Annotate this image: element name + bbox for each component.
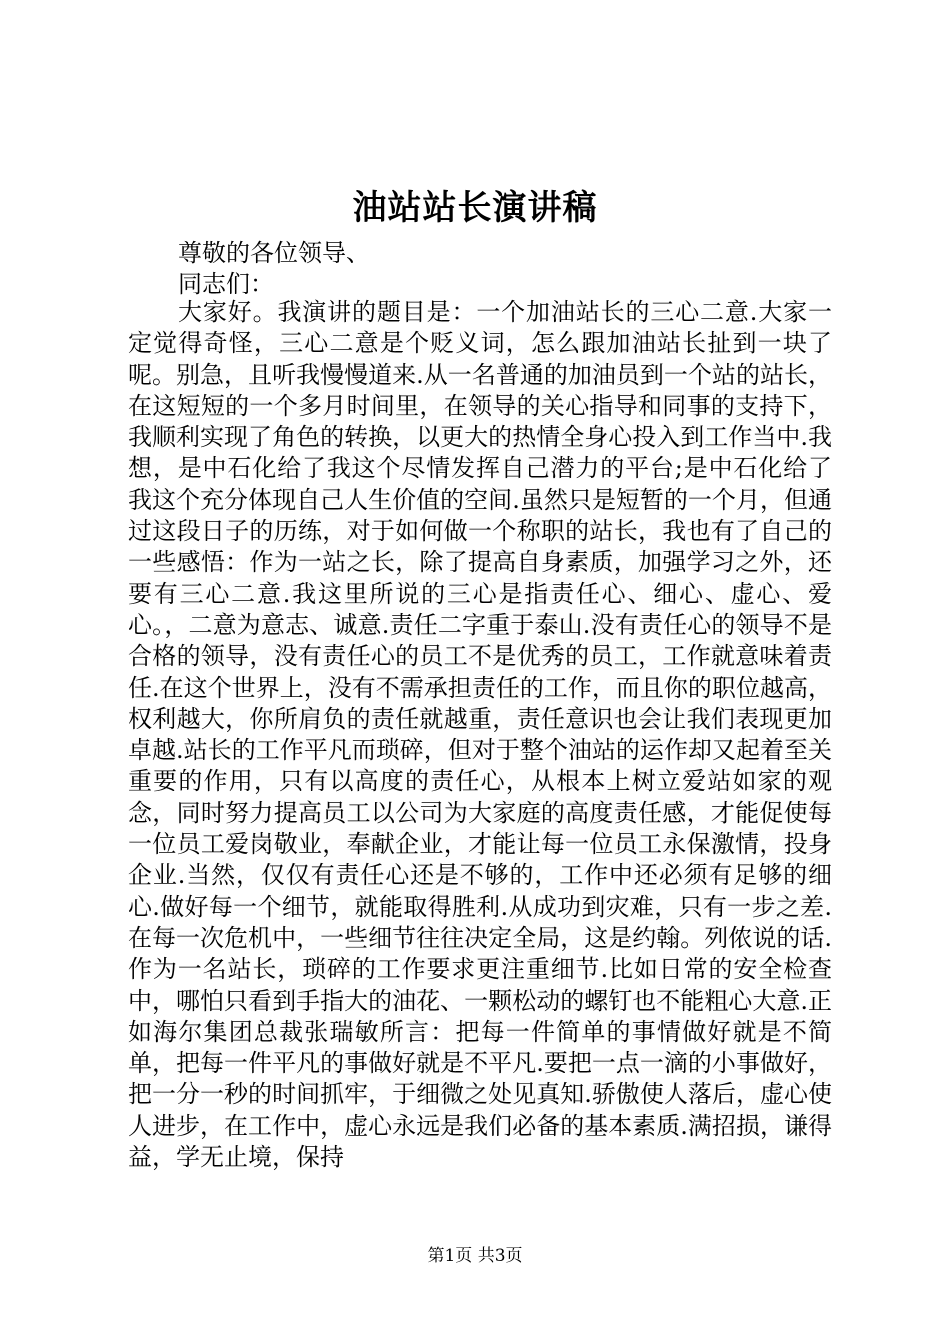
document-title: 油站站长演讲稿 xyxy=(352,188,598,228)
salutation-line-1: 尊敬的各位领导、 xyxy=(178,239,370,267)
salutation-line-2: 同志们： xyxy=(178,270,274,298)
speech-body-paragraph: 大家好。我演讲的题目是：一个加油站长的三心二意.大家一定觉得奇怪，三心二意是个贬义词，怎么跟加油站长扯到一块了呢。别急，且听我慢慢道来.从一名普通的加油员到一个站的站长，在这短短的一个多月时间里，在领导的关心指导和同事的支持下，我顺利实现了角色的转换，以更大的热情全身心投入到工作当中.我想，是中石化给了我这个尽情发挥自己潜力的平台;是中石化给了我这个充分体现自己人生价值的空间.虽然只是短暂的一个月，但通过这段日子的历练，对于如何做一个称职的站长，我也有了自己的一些感悟：作为一站之长，除了提高自身素质，加强学习之外，还要有三心二意.我这里所说的三心是指责任心、细心、虚心、爱心。，二意为意志、诚意.责任二字重于泰山.没有责任心的领导不是合格的领导，没有责任心的员工不是优秀的员工，工作就意味着责任.在这个世界上，没有不需承担责任的工作，而且你的职位越高，权利越大，你所肩负的责任就越重，责任意识也会让我们表现更加卓越.站长的工作平凡而琐碎，但对于整个油站的运作却又起着至关重要的作用，只有以高度的责任心，从根本上树立爱站如家的观念，同时努力提高员工以公司为大家庭的高度责任感，才能促使每一位员工爱岗敬业，奉献企业，才能让每一位员工永保激情，投身企业.当然，仅仅有责任心还是不够的，工作中还必须有足够的细心.做好每一个细节，就能取得胜利.从成功到灾难，只有一步之差.在每一次危机中，一些细节往往决定全局，这是约翰。列侬说的话.作为一名站长，琐碎的工作要求更注重细节.比如日常的安全检查中，哪怕只看到手指大的油花、一颗松动的螺钉也不能粗心大意.正如海尔集团总裁张瑞敏所言：把每一件简单的事情做好就是不简单，把每一件平凡的事做好就是不平凡.要把一点一滴的小事做好，把一分一秒的时间抓牢，于细微之处见真知.骄傲使人落后，虚心使人进步，在工作中，虚心永远是我们必备的基本素质.满招损，谦得益，学无止境，保持 xyxy=(128,298,832,1172)
page-number-footer: 第1页 共3页 xyxy=(427,1246,523,1266)
